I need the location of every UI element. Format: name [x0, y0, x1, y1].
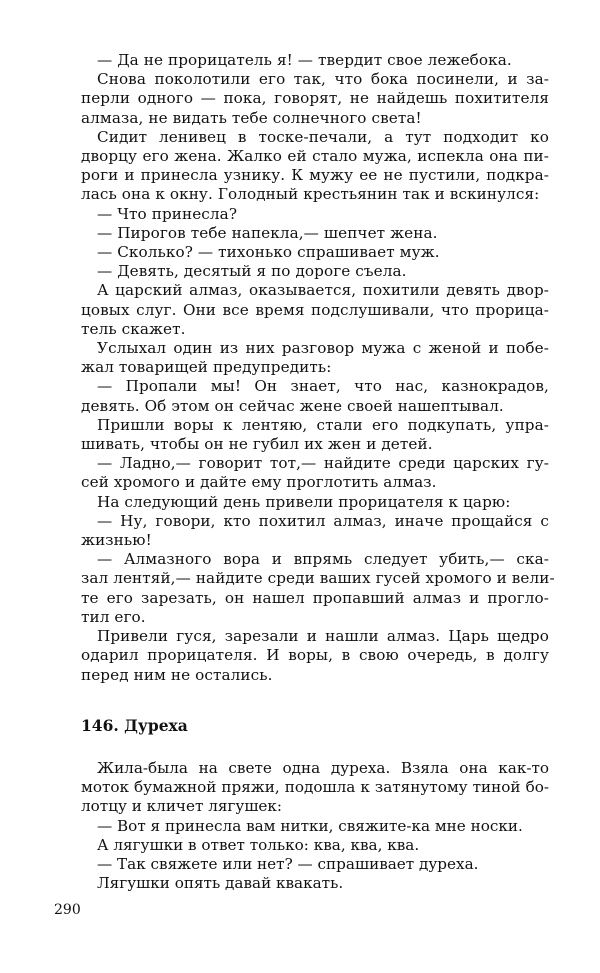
text-line: — Сколько? — тихонько спрашивает муж. [97, 243, 440, 262]
text-line: Сидит ленивец в тоске-печали, а тут подходит ко [97, 127, 549, 146]
text-line: Снова поколотили его так, что бока посинели, и за- [97, 70, 549, 89]
text-line: моток бумажной пряжи, подошла к затянутому тиной бо- [81, 778, 549, 797]
text-line: тель скажет. [81, 319, 186, 338]
text-line: — Пропали мы! Он знает, что нас, казнокрадов, [97, 377, 549, 396]
text-line: жизнью! [81, 531, 152, 550]
paragraph [81, 339, 549, 377]
paragraph [81, 377, 549, 415]
paragraph [81, 817, 549, 836]
text-line: лась она к окну. Голодный крестьянин так и вскинулся: [81, 185, 540, 204]
text-line: лотцу и кличет лягушек: [81, 797, 283, 816]
text-line: — Пирогов тебе напекла,— шепчет жена. [97, 223, 438, 242]
story-1-body [81, 51, 555, 685]
text-line: — Вот я принесла вам нитки, свяжите-ка мне носки. [97, 816, 523, 835]
paragraph [81, 855, 549, 874]
text-line: перли одного — пока, говорят, не найдешь похитителя [81, 89, 549, 108]
text-line: жал товарищей предупредить: [81, 358, 332, 377]
text-line: алмаза, не видать тебе солнечного света! [81, 108, 422, 127]
story-2-body [81, 759, 549, 893]
text-line: те его зарезать, он нашел пропавший алмаз и прогло- [81, 588, 549, 607]
story-heading: 146. Дуреха [81, 716, 188, 735]
paragraph [81, 416, 549, 454]
dialog-line [81, 51, 549, 70]
dialog-line [81, 262, 549, 281]
text-line: роги и принесла узнику. К мужу ее не пустили, подкра- [81, 166, 549, 185]
paragraph [81, 550, 555, 627]
text-line: На следующий день привели прорицателя к царю: [97, 492, 511, 511]
paragraph [81, 836, 549, 855]
paragraph [81, 512, 549, 550]
text-line: Жила-была на свете одна дуреха. Взяла она как-то [97, 759, 549, 777]
text-line: — Ну, говори, кто похитил алмаз, иначе прощайся с [97, 511, 549, 530]
text-line: девять. Об этом он сейчас жене своей нашептывал. [81, 396, 504, 415]
text-line: дворцу его жена. Жалко ей стало мужа, испекла она пи- [81, 147, 549, 166]
text-line: А царский алмаз, оказывается, похитили девять двор- [97, 281, 549, 300]
paragraph [81, 627, 549, 685]
page-number: 290 [54, 902, 81, 918]
text-line: перед ним не остались. [81, 665, 273, 684]
text-line: Лягушки опять давай квакать. [97, 874, 344, 893]
paragraph [81, 493, 549, 512]
text-line: — Да не прорицатель я! — твердит свое лежебока. [97, 51, 512, 69]
text-line: — Девять, десятый я по дороге съела. [97, 262, 407, 281]
paragraph [81, 454, 549, 492]
text-line: — Так свяжете или нет? — спрашивает дуреха. [97, 855, 479, 874]
text-line: одарил прорицателя. И воры, в свою очередь, в долгу [81, 646, 549, 665]
text-line: Пришли воры к лентяю, стали его подкупать, упра- [97, 415, 549, 434]
text-line: А лягушки в ответ только: ква, ква, ква. [97, 835, 420, 854]
paragraph [81, 759, 549, 817]
text-line: — Что принесла? [97, 204, 238, 223]
text-line: Привели гуся, зарезали и нашли алмаз. Царь щедро [97, 627, 549, 646]
text-line: — Ладно,— говорит тот,— найдите среди царских гу- [97, 454, 549, 473]
paragraph [81, 70, 549, 128]
dialog-line [81, 205, 549, 224]
text-line: — Алмазного вора и впрямь следует убить,— ска- [97, 550, 549, 569]
paragraph [81, 281, 549, 339]
text-line: шивать, чтобы он не губил их жен и детей. [81, 435, 433, 454]
text-line: тил его. [81, 607, 146, 626]
paragraph [81, 128, 549, 205]
text-line: зал лентяй,— найдите среди ваших гусей хромого и вели- [81, 569, 555, 588]
dialog-line [81, 224, 549, 243]
paragraph [81, 874, 549, 893]
text-line: Услыхал один из них разговор мужа с женой и побе- [97, 339, 549, 358]
dialog-line [81, 243, 549, 262]
text-line: цовых слуг. Они все время подслушивали, что прорица- [81, 300, 549, 319]
text-line: сей хромого и дайте ему проглотить алмаз. [81, 473, 437, 492]
